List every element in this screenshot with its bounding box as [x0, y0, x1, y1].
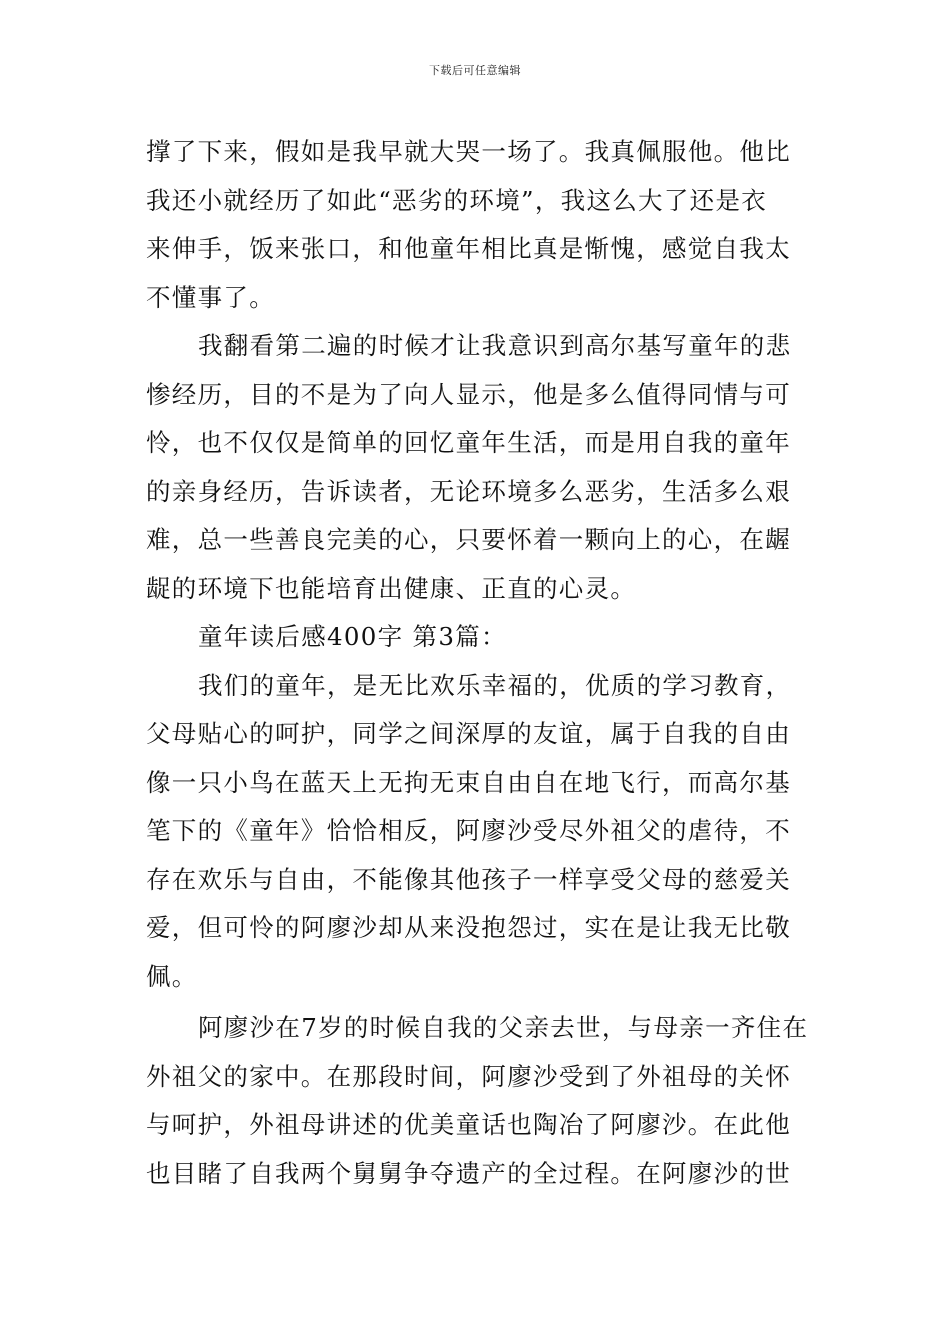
- page-header: 下载后可任意编辑: [429, 64, 521, 77]
- text-line: 惨经历，目的不是为了向人显示，他是多么值得同情与可: [146, 379, 791, 409]
- text-line: 像一只小鸟在蓝天上无拘无束自由自在地飞行，而高尔基: [146, 767, 791, 797]
- paragraph: [146, 613, 814, 662]
- text-line: 来伸手，饭来张口，和他童年相比真是惭愧，感觉自我太: [146, 234, 791, 263]
- paragraph: [146, 322, 814, 613]
- text-line: 难，总一些善良完美的心，只要怀着一颗向上的心，在龌: [146, 525, 791, 554]
- text-line: 撑了下来，假如是我早就大哭一场了。我真佩服他。他比: [146, 137, 791, 166]
- paragraph: [146, 662, 814, 1002]
- text-line: 龊的环境下也能培育出健康、正直的心灵。: [146, 573, 637, 603]
- text-line: 怜，也不仅仅是简单的回忆童年生活，而是用自我的童年: [146, 428, 791, 457]
- document-body: [146, 128, 814, 1198]
- text-line: 我翻看第二遍的时候才让我意识到高尔基写童年的悲: [198, 331, 792, 360]
- text-line: 我还小就经历了如此“恶劣的环境”，我这么大了还是衣: [146, 185, 768, 215]
- text-line: 童年读后感400字 第3篇：: [198, 622, 507, 651]
- paragraph: [146, 1004, 814, 1198]
- paragraph: [146, 128, 814, 322]
- text-line: 我们的童年，是无比欢乐幸福的，优质的学习教育，: [198, 670, 792, 700]
- text-line: 的亲身经历，告诉读者，无论环境多么恶劣，生活多么艰: [146, 476, 791, 506]
- text-line: 笔下的《童年》恰恰相反，阿廖沙受尽外祖父的虐待，不: [146, 816, 791, 845]
- text-line: 佩。: [146, 961, 198, 991]
- text-line: 与呵护，外祖母讲述的优美童话也陶冶了阿廖沙。在此他: [146, 1110, 791, 1139]
- text-line: 外祖父的家中。在那段时间，阿廖沙受到了外祖母的关怀: [146, 1061, 791, 1091]
- text-line: 存在欢乐与自由，不能像其他孩子一样享受父母的慈爱关: [146, 864, 791, 894]
- text-line: 也目睹了自我两个舅舅争夺遗产的全过程。在阿廖沙的世: [146, 1158, 791, 1188]
- text-line: 爱，但可怜的阿廖沙却从来没抱怨过，实在是让我无比敬: [146, 913, 791, 942]
- text-line: 阿廖沙在7岁的时候自我的父亲去世，与母亲一齐住在: [198, 1013, 809, 1042]
- text-line: 不懂事了。: [146, 282, 275, 312]
- text-line: 父母贴心的呵护，同学之间深厚的友谊，属于自我的自由: [146, 719, 791, 748]
